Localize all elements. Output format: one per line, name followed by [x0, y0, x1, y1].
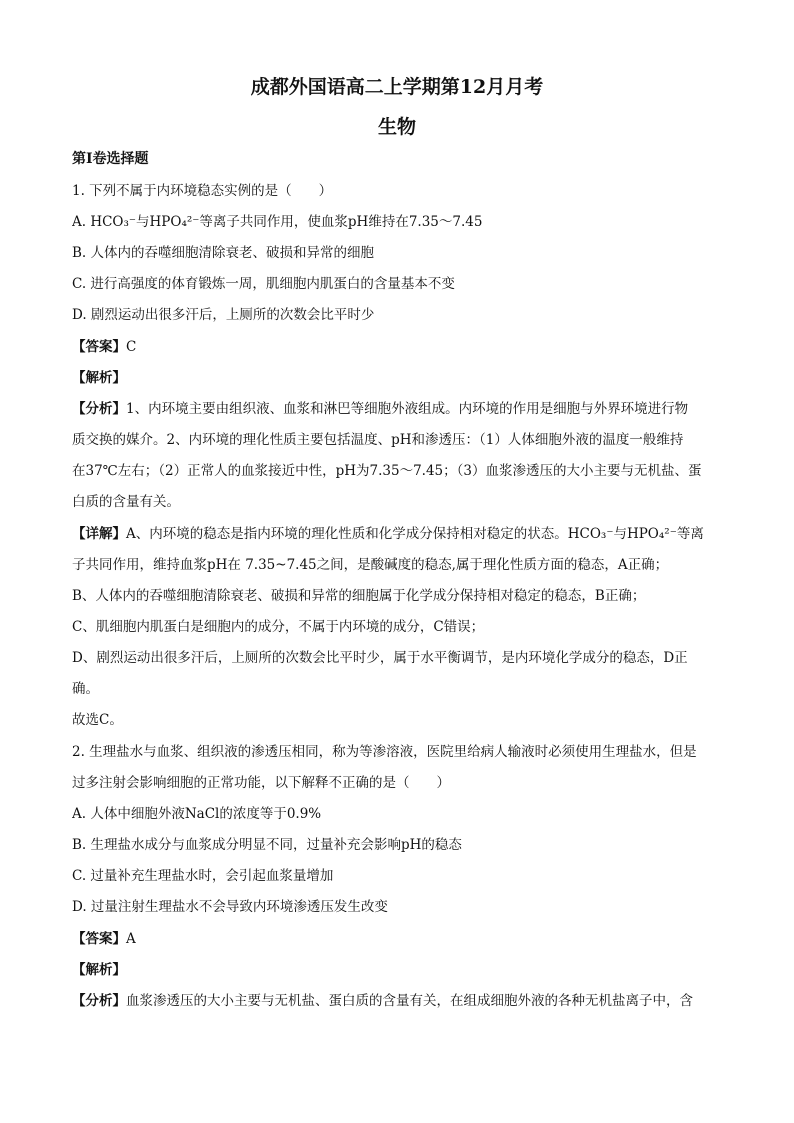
q2-fenxi-line-1: 【分析】血浆渗透压的大小主要与无机盐、蛋白质的含量有关，在组成细胞外液的各种无机盐离子中，含 — [72, 993, 693, 1009]
q1-option-d: D. 剧烈运动出很多汗后，上厕所的次数会比平时少 — [72, 307, 375, 323]
q2-stem-line-2: 过多注射会影响细胞的正常功能，以下解释不正确的是（ ） — [72, 775, 450, 791]
q1-option-c: C. 进行高强度的体育锻炼一周，肌细胞内肌蛋白的含量基本不变 — [72, 276, 455, 292]
page-title: 成都外国语高二上学期第12月月考 — [250, 76, 544, 98]
q1-fenxi-line-2: 质交换的媒介。2、内环境的理化性质主要包括温度、pH和渗透压：（1）人体细胞外液的温度一般维持 — [72, 432, 684, 448]
xiangjie-tag: 【详解】 — [72, 526, 126, 542]
fenxi-tag: 【分析】 — [72, 993, 126, 1009]
answer-tag: 【答案】 — [72, 931, 126, 947]
q2-stem-line-1: 2. 生理盐水与血浆、组织液的渗透压相同，称为等渗溶液，医院里给病人输液时必须使用生理盐水，但是 — [72, 744, 697, 760]
q1-option-b: B. 人体内的吞噬细胞清除衰老、破损和异常的细胞 — [72, 245, 375, 261]
answer-value: C — [126, 339, 137, 355]
q1-xiangjie-line-3: B、人体内的吞噬细胞清除衰老、破损和异常的细胞属于化学成分保持相对稳定的稳态，B正确； — [72, 588, 646, 604]
q1-xiangjie-line-5: D、剧烈运动出很多汗后，上厕所的次数会比平时少，属于水平衡调节，是内环境化学成分的稳态，D正 — [72, 650, 688, 666]
q1-analysis-tag: 【解析】 — [72, 370, 126, 386]
q1-xiangjie-line-1: 【详解】A、内环境的稳态是指内环境的理化性质和化学成分保持相对稳定的状态。HCO₃⁻与HPO₄²⁻等离 — [72, 526, 704, 542]
q2-option-c: C. 过量补充生理盐水时，会引起血浆量增加 — [72, 868, 334, 884]
q1-fenxi-line-1: 【分析】1、内环境主要由组织液、血浆和淋巴等细胞外液组成。内环境的作用是细胞与外界环境进行物 — [72, 401, 689, 417]
fenxi-tag: 【分析】 — [72, 401, 126, 417]
q1-xiangjie-line-6: 确。 — [72, 681, 99, 697]
q1-answer — [72, 338, 722, 356]
q2-option-d: D. 过量注射生理盐水不会导致内环境渗透压发生改变 — [72, 899, 388, 915]
q1-fenxi-line-3: 在37℃左右；（2）正常人的血浆接近中性，pH为7.35～7.45；（3）血浆渗透压的大小主要与无机盐、蛋 — [72, 463, 702, 479]
q1-fenxi-line-4: 白质的含量有关。 — [72, 494, 180, 510]
q1-xiangjie-line-2: 子共同作用，维持血浆pH在 7.35~7.45之间，是酸碱度的稳态,属于理化性质方面的稳态，A正确； — [72, 557, 669, 573]
q2-option-b: B. 生理盐水成分与血浆成分明显不同，过量补充会影响pH的稳态 — [72, 837, 462, 853]
q2-analysis-tag: 【解析】 — [72, 962, 126, 978]
section-heading: 第Ⅰ卷选择题 — [72, 151, 149, 167]
q1-stem: 1. 下列不属于内环境稳态实例的是（ ） — [72, 183, 333, 199]
q1-xiangjie-line-4: C、肌细胞内肌蛋白是细胞内的成分，不属于内环境的成分，C错误； — [72, 619, 485, 635]
answer-tag: 【答案】 — [72, 339, 126, 355]
q1-conclusion: 故选C。 — [72, 712, 123, 728]
q2-answer — [72, 930, 722, 948]
subject-title: 生物 — [377, 116, 416, 138]
q1-option-a: A. HCO₃⁻与HPO₄²⁻等离子共同作用，使血浆pH维持在7.35～7.45 — [72, 214, 483, 230]
q2-option-a: A. 人体中细胞外液NaCl的浓度等于0.9% — [72, 806, 322, 822]
answer-value: A — [126, 931, 136, 947]
